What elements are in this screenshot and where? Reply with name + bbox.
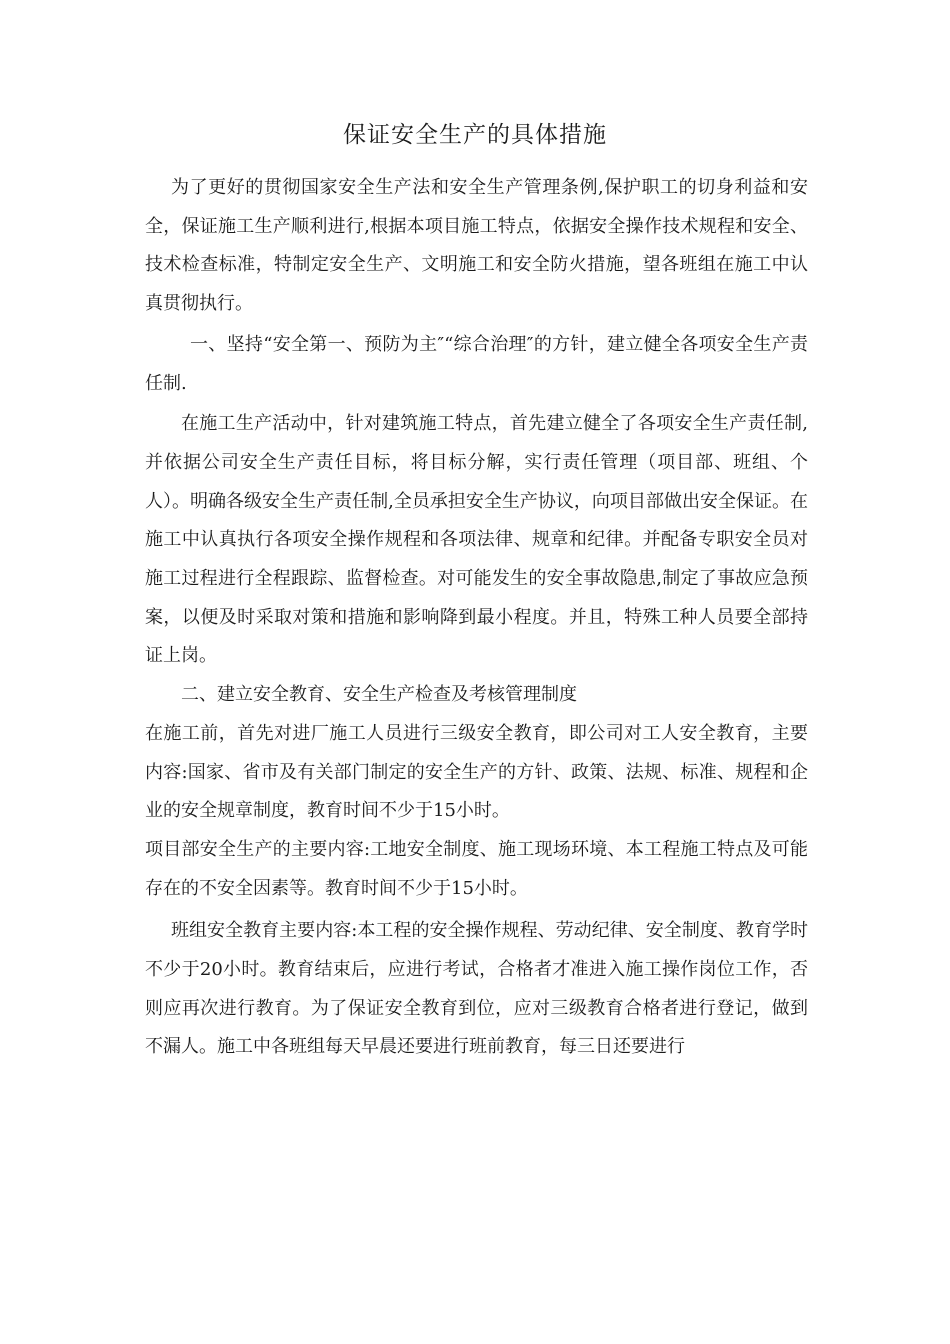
section-heading-1: 一、坚持“安全第一、预防为主″“综合治理″的方针，建立健全各项安全生产责任制. [145, 333, 808, 394]
paragraph-project-education: 项目部安全生产的主要内容:工地安全制度、施工现场环境、本工程施工特点及可能存在的不安全因素等。教育时间不少于15小时。 [145, 838, 808, 899]
paragraph-team-education: 班组安全教育主要内容:本工程的安全操作规程、劳动纪律、安全制度、教育学时不少于20小时。教育结束后，应进行考试，合格者才准进入施工操作岗位工作，否则应再次进行教育。为了保证安全教育到位，应对三级教育合格者进行登记，做到不漏人。施工中各班组每天早晨还要进行班前教育，每三日还要进行 [145, 920, 808, 1058]
document-title: 保证安全生产的具体措施 [343, 122, 607, 148]
paragraph-responsibility: 在施工生产活动中，针对建筑施工特点，首先建立健全了各项安全生产责任制,并依据公司安全生产责任目标，将目标分解，实行责任管理（项目部、班组、个人）。明确各级安全生产责任制,全员承担安全生产协议，向项目部做出安全保证。在施工中认真执行各项安全操作规程和各项法律、规章和纪律。并配备专职安全员对施工过程进行全程跟踪、监督检查。对可能发生的安全事故隐患,制定了事故应急预案，以便及时采取对策和措施和影响降到最小程度。并且，特殊工种人员要全部持证上岗。 [145, 413, 808, 667]
paragraph-company-education: 在施工前，首先对进厂施工人员进行三级安全教育，即公司对工人安全教育，主要内容:国家、省市及有关部门制定的安全生产的方针、政策、法规、标准、规程和企业的安全规章制度，教育时间不少于15小时。 [145, 722, 808, 822]
paragraph-intro: 为了更好的贯彻国家安全生产法和安全生产管理条例,保护职工的切身利益和安全，保证施工生产顺利进行,根据本项目施工特点，依据安全操作技术规程和安全、技术检查标准，特制定安全生产、文明施工和安全防火措施，望各班组在施工中认真贯彻执行。 [145, 177, 808, 315]
section-heading-2: 二、建立安全教育、安全生产检查及考核管理制度 [181, 684, 577, 706]
document-body [145, 169, 808, 1067]
